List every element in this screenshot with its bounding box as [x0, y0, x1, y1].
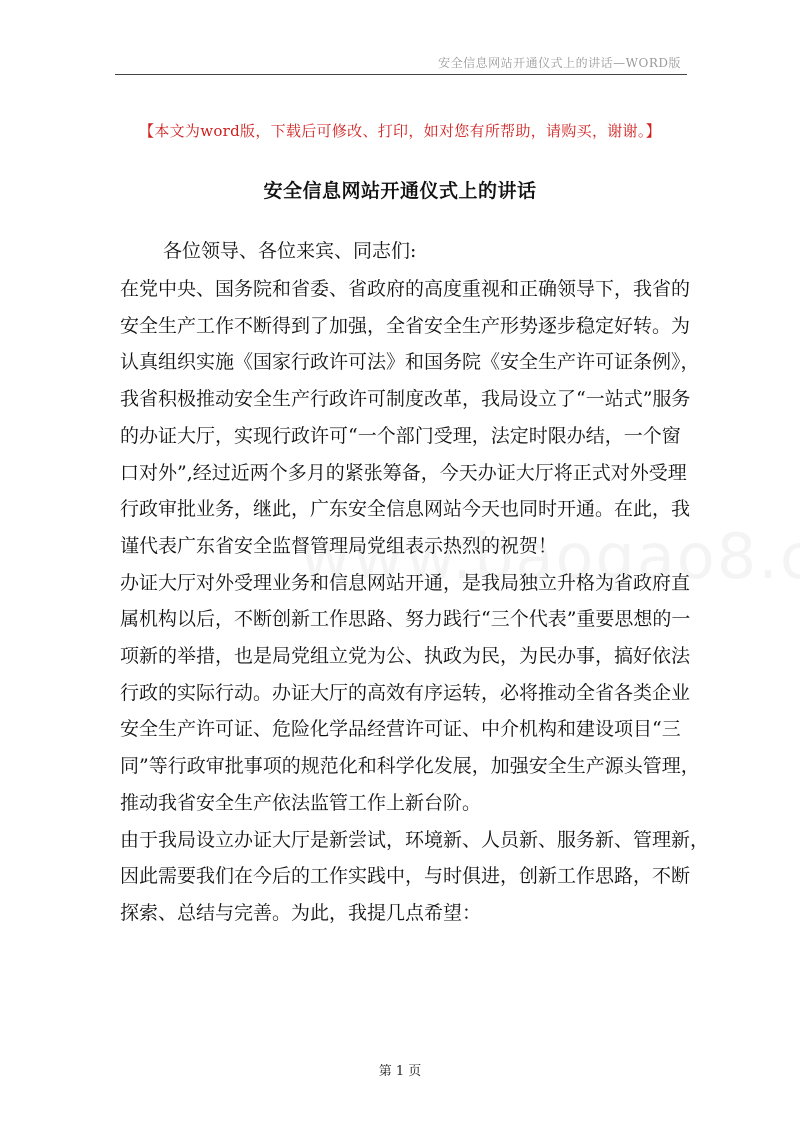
- text-line: 认真组织实施《国家行政许可法》和国务院《安全生产许可证条例》，: [120, 351, 700, 374]
- text-line: 安全生产工作不断得到了加强，全省安全生产形势逐步稳定好转。为: [120, 314, 691, 337]
- running-header: 安全信息网站开通仪式上的讲话—WORD版: [438, 56, 681, 70]
- text-line: 办证大厅对外受理业务和信息网站开通，是我局独立升格为省政府直: [120, 571, 691, 594]
- header-divider: [115, 74, 687, 75]
- text-line: 属机构以后，不断创新工作思路、努力践行“三个代表”重要思想的一: [120, 608, 691, 631]
- text-line: 项新的举措，也是局党组立党为公、执政为民，为民办事，搞好依法: [120, 645, 691, 668]
- text-line: 安全生产许可证、危险化学品经营许可证、中介机构和建设项目“三: [120, 718, 681, 741]
- paragraph-2: [120, 565, 700, 822]
- text-line: 的办证大厅，实现行政许可“一个部门受理，法定时限办结，一个窗: [120, 424, 681, 447]
- page-number: 第 1 页: [378, 1064, 422, 1079]
- text-line: 探索、总结与完善。为此，我提几点希望：: [120, 901, 482, 924]
- document-title: 安全信息网站开通仪式上的讲话: [263, 180, 537, 202]
- salutation: 各位领导、各位来宾、同志们:: [163, 240, 417, 262]
- text-line: 因此需要我们在今后的工作实践中，与时俱进，创新工作思路，不断: [120, 865, 691, 888]
- paragraph-3: [120, 822, 710, 932]
- text-line: 我省积极推动安全生产行政许可制度改革，我局设立了“一站式”服务: [120, 388, 691, 411]
- text-line: 口对外”,经过近两个多月的紧张筹备，今天办证大厅将正式对外受理: [120, 461, 687, 484]
- text-line: 同”等行政审批事项的规范化和科学化发展，加强安全生产源头管理，: [120, 755, 700, 778]
- text-line: 行政的实际行动。办证大厅的高效有序运转，必将推动全省各类企业: [120, 681, 691, 704]
- text-line: 由于我局设立办证大厅是新尝试，环境新、人员新、服务新、管理新，: [120, 828, 710, 851]
- text-line: 推动我省安全生产依法监管工作上新台阶。: [120, 791, 482, 814]
- text-line: 行政审批业务，继此，广东安全信息网站今天也同时开通。在此，我: [120, 498, 691, 521]
- paragraph-1: [120, 271, 700, 565]
- text-line: 谨代表广东省安全监督管理局党组表示热烈的祝贺！: [120, 534, 558, 557]
- text-line: 在党中央、国务院和省委、省政府的高度重视和正确领导下，我省的: [120, 278, 691, 300]
- document-body: [120, 271, 710, 932]
- download-notice: 【本文为word版，下载后可修改、打印，如对您有所帮助，请购买，谢谢。】: [139, 122, 661, 140]
